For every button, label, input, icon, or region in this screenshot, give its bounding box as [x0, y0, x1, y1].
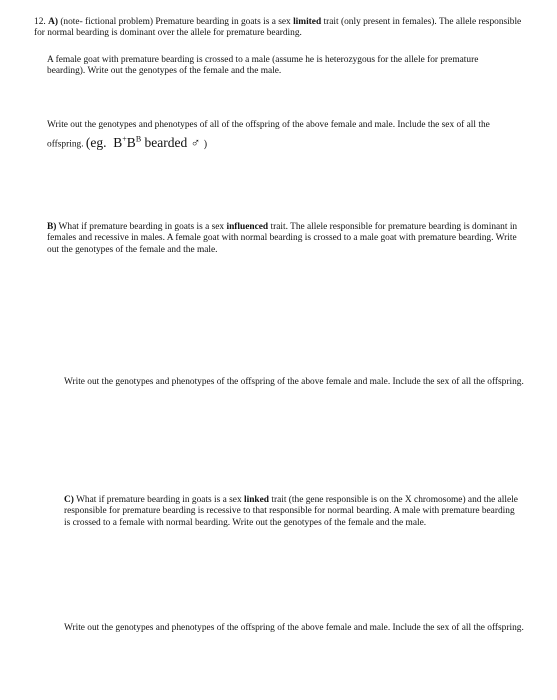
part-c-text-rest: trait (the gene responsible is on the X chromosome) and the allele responsible for premature bearding is recessive to that responsible for normal bearding. A male with premature bearding is crossed to a female with normal bearding. Write out the genotypes of the female and the male.	[64, 495, 518, 528]
part-c-offspring-text: Write out the genotypes and phenotypes of the offspring of the above female and male. Include the sex of all the offspring.	[64, 623, 524, 633]
intro-text-rest: trait (only present in females). The allele responsible for normal bearding is dominant over the allele for premature bearding.	[34, 17, 522, 39]
part-b-bold-word: influenced	[226, 222, 269, 232]
part-c-bold-word: linked	[244, 495, 270, 505]
example-sup-1: +	[122, 134, 127, 143]
example-phenotype: bearded	[144, 134, 188, 150]
question-number: 12.	[34, 17, 46, 27]
example-allele-2: B	[126, 134, 136, 150]
part-a-label: A)	[48, 17, 58, 27]
intro-bold-word: limited	[293, 17, 322, 27]
example-allele-1: B	[113, 134, 123, 150]
example-open: (eg.	[85, 134, 107, 150]
part-b-paragraph	[47, 222, 522, 256]
offspring-text: Write out the genotypes and phenotypes of all of the offspring of the above female and male. Include the sex of all the offspring.	[47, 120, 490, 150]
male-symbol-icon: ♂	[190, 134, 201, 150]
part-b-label: B)	[47, 222, 57, 232]
cross-text: A female goat with premature bearding is crossed to a male (assume he is heterozygous for the allele for premature bearding). Write out the genotypes of the female and the male.	[47, 55, 479, 77]
part-c-offspring-paragraph	[64, 623, 524, 634]
part-b-text: What if premature bearding in goats is a sex	[56, 222, 227, 232]
question-12-intro-paragraph	[34, 17, 524, 40]
part-b-text-rest: trait. The allele responsible for premature bearding is dominant in females and recessive in males. A female goat with normal bearding is crossed to a male goat with premature bearding. Write out the genotypes of the female and the male.	[47, 222, 518, 255]
part-c-text: What if premature bearding in goats is a sex	[73, 495, 244, 505]
genotype-example	[86, 135, 207, 150]
intro-text: (note- fictional problem) Premature bearding in goats is a sex	[60, 17, 294, 27]
part-b-offspring-paragraph	[64, 377, 524, 388]
example-close: )	[203, 138, 208, 150]
question-12-cross-paragraph	[47, 55, 517, 78]
question-12-offspring-paragraph	[47, 118, 517, 152]
part-c-label: C)	[64, 495, 74, 505]
part-b-offspring-text: Write out the genotypes and phenotypes of the offspring of the above female and male. Include the sex of all the offspring.	[64, 377, 524, 387]
example-sup-2: B	[135, 134, 142, 143]
question-12-part-a-intro	[34, 17, 524, 40]
part-c-paragraph	[64, 495, 519, 529]
